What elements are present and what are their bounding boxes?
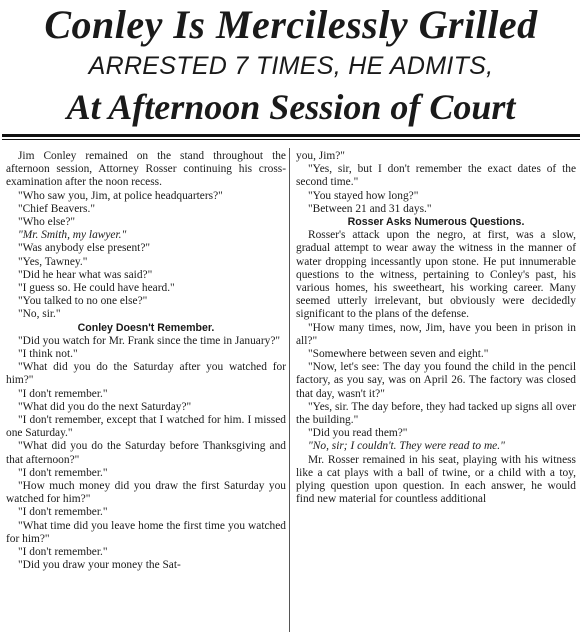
paragraph: "How much money did you draw the first Saturday you watched for him?" xyxy=(6,480,286,506)
paragraph: "You talked to no one else?" xyxy=(18,295,148,308)
paragraph: "Mr. Smith, my lawyer." xyxy=(18,229,127,242)
section-subhead: Conley Doesn't Remember. xyxy=(77,321,215,334)
paragraph: "I don't remember." xyxy=(18,387,108,400)
paragraph: "Yes, Tawney." xyxy=(18,255,88,268)
paragraph: "No, sir." xyxy=(18,308,61,321)
paragraph: "No, sir; I couldn't. They were read to me." xyxy=(308,440,505,453)
paragraph: "Who saw you, Jim, at police headquarters?" xyxy=(18,189,223,202)
subheadline: ARRESTED 7 TIMES, HE ADMITS, xyxy=(88,52,494,80)
headline-rule-thin xyxy=(2,139,580,140)
paragraph: "Now, let's see: The day you found the child in the pencil factory, as you say, was on April 26. The factory was closed that day, wasn't it?" xyxy=(296,361,576,400)
paragraph: "I don't remember, except that I watched for him. I missed one Saturday." xyxy=(6,414,286,440)
paragraph: "How many times, now, Jim, have you been in prison in all?" xyxy=(296,321,576,347)
paragraph: "I think not." xyxy=(18,348,78,361)
paragraph: "Yes, sir. The day before, they had tacked up signs all over the building." xyxy=(296,400,576,427)
paragraph: "What did you do the Saturday after you watched for him?" xyxy=(6,361,286,387)
paragraph: "I don't remember." xyxy=(18,506,108,519)
secondary-headline: At Afternoon Session of Court xyxy=(66,87,516,127)
article-column-right xyxy=(296,150,576,506)
main-headline: Conley Is Mercilessly Grilled xyxy=(44,2,538,47)
paragraph: "What did you do the next Saturday?" xyxy=(18,400,192,413)
paragraph: "I don't remember." xyxy=(18,546,108,559)
paragraph: Rosser's attack upon the negro, at first, was a slow, gradual attempt to wear away the witness in the manner of water dropping incessantly upon stone. He put innumerable questions to the witness, pertaining to Conley's past, his various homes, his sweetheart, his working career. Many seemed utterly irrelevant, but obviously were decidedly significant to the plans of the defense. xyxy=(296,229,576,321)
section-subhead: Rosser Asks Numerous Questions. xyxy=(347,216,525,229)
column-divider xyxy=(289,148,290,632)
paragraph: "Did you watch for Mr. Frank since the time in January?" xyxy=(18,334,281,347)
article-column-left xyxy=(6,150,286,573)
paragraph: "Did he hear what was said?" xyxy=(18,268,153,281)
paragraph: "I don't remember." xyxy=(18,466,108,479)
paragraph: "What did you do the Saturday before Thanksgiving and that afternoon?" xyxy=(6,440,286,466)
paragraph: "Chief Beavers." xyxy=(18,202,95,215)
paragraph: Jim Conley remained on the stand throughout the afternoon session, Attorney Rosser continuing his cross-examination after the noon recess. xyxy=(6,150,286,189)
paragraph: "What time did you leave home the first time you watched for him?" xyxy=(6,519,286,545)
paragraph: "Was anybody else present?" xyxy=(18,242,151,255)
paragraph: "Who else?" xyxy=(18,216,76,229)
paragraph: "Did you read them?" xyxy=(308,427,408,440)
paragraph: "You stayed how long?" xyxy=(308,189,419,202)
headline-rule xyxy=(2,134,580,137)
paragraph: "Yes, sir, but I don't remember the exact dates of the second time." xyxy=(296,163,576,189)
paragraph: you, Jim?" xyxy=(296,150,345,162)
paragraph: "Somewhere between seven and eight." xyxy=(308,348,489,361)
paragraph: Mr. Rosser remained in his seat, playing with his witness like a cat plays with a ball of twine, or a child with a toy, plying question upon question. In each answer, he would find new material for countless additional xyxy=(296,453,576,506)
paragraph: "I guess so. He could have heard." xyxy=(18,282,175,295)
paragraph: "Between 21 and 31 days." xyxy=(308,202,432,215)
paragraph: "Did you draw your money the Sat- xyxy=(18,559,181,572)
